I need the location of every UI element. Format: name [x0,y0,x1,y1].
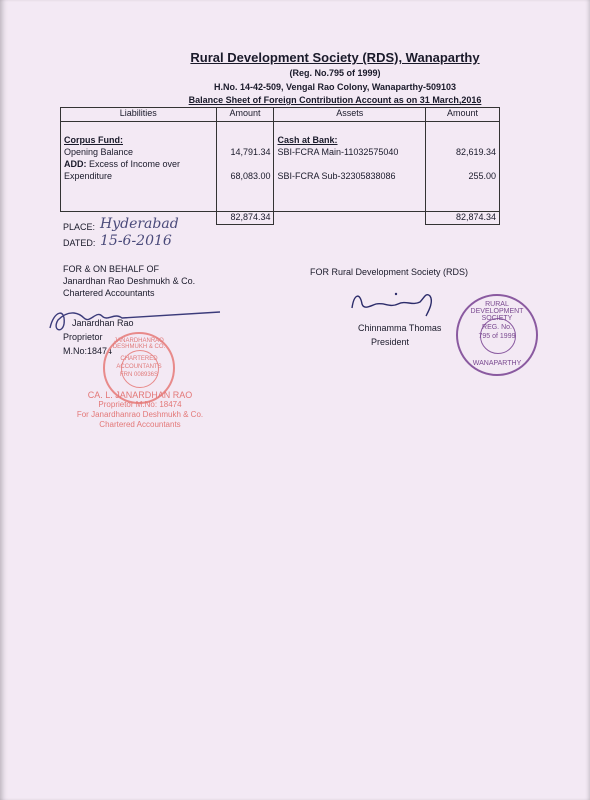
stamp-center-3: FRN 008936S [119,372,159,378]
assets-amount-cell [426,122,500,212]
auditor-rubber-stamp [40,390,240,430]
col-header-liabilities: Liabilities [61,108,217,122]
sbi-main-label: SBI-FCRA Main-11032575040 [277,147,399,157]
opening-balance-amount: 14,791.34 [230,147,271,157]
auditor-membership-no: M.No:18474 [63,346,113,356]
auditor-name: Janardhan Rao [72,318,134,328]
corpus-fund-heading: Corpus Fund: [64,135,123,145]
col-header-amount: Amount [426,108,500,122]
place-label: PLACE: [63,222,96,232]
stamp-line-2: Proprietor M.No: 18474 [98,400,182,409]
society-on-behalf: FOR Rural Development Society (RDS) [310,267,469,277]
liabilities-amount-cell [216,122,274,212]
stamp-center-1: CHARTERED [120,356,158,362]
expenditure-label: Expenditure [64,171,113,181]
society-seal [456,294,538,376]
auditor-block [63,263,195,299]
table-header-row [61,108,500,122]
col-header-assets: Assets [274,108,426,122]
place-handwritten: Hyderabad [100,216,179,232]
excess-income-label: Excess of Income over [86,159,181,169]
dated-label: DATED: [63,238,96,248]
society-address: H.No. 14-42-509, Vengal Rao Colony, Wanaparthy-509103 [213,82,457,92]
auditor-role: Proprietor [63,332,103,342]
balance-sheet-table [60,107,500,225]
on-behalf-of: FOR & ON BEHALF OF [63,264,160,274]
president-signature [346,286,446,320]
balance-sheet-title: Balance Sheet of Foreign Contribution Account as on 31 March,2016 [188,95,482,105]
col-header-amount: Amount [216,108,274,122]
registration-number: (Reg. No.795 of 1999) [289,68,381,78]
liabilities-total: 82,874.34 [216,212,274,225]
sbi-main-amount: 82,619.34 [455,147,496,157]
assets-total: 82,874.34 [426,212,500,225]
table-body-row [61,122,500,212]
opening-balance-label: Opening Balance [64,147,134,157]
stamp-line-3: For Janardhanrao Deshmukh & Co. [76,410,204,419]
society-title: Rural Development Society (RDS), Wanaparthy [190,50,480,65]
sbi-sub-label: SBI-FCRA Sub-32305838086 [277,171,396,181]
cash-at-bank-heading: Cash at Bank: [277,135,338,145]
add-label: ADD: [64,159,87,169]
president-role: President [371,337,410,347]
seal-ring-text: RURAL DEVELOPMENT SOCIETY [470,301,524,322]
dated-handwritten: 15-6-2016 [100,233,172,249]
stamp-ring-text: JANARDHANRAO DESHMUKH & CO. [112,338,166,350]
president-name: Chinnamma Thomas [358,323,442,333]
seal-bottom-text: WANAPARTHY [472,360,522,367]
seal-center-2: 795 of 1999 [478,333,516,340]
stamp-center-2: ACCOUNTANTS [116,364,162,370]
stamp-line-4: Chartered Accountants [99,420,181,429]
seal-center-1: REG. No. [482,324,512,331]
excess-income-amount: 68,083.00 [230,171,271,181]
stamp-name: CA. L. JANARDHAN RAO [87,390,193,400]
assets-cell [274,122,426,212]
sbi-sub-amount: 255.00 [468,171,496,181]
auditor-firm: Janardhan Rao Deshmukh & Co. [63,276,196,286]
liabilities-cell [61,122,217,212]
chartered-accountants: Chartered Accountants [63,288,155,298]
